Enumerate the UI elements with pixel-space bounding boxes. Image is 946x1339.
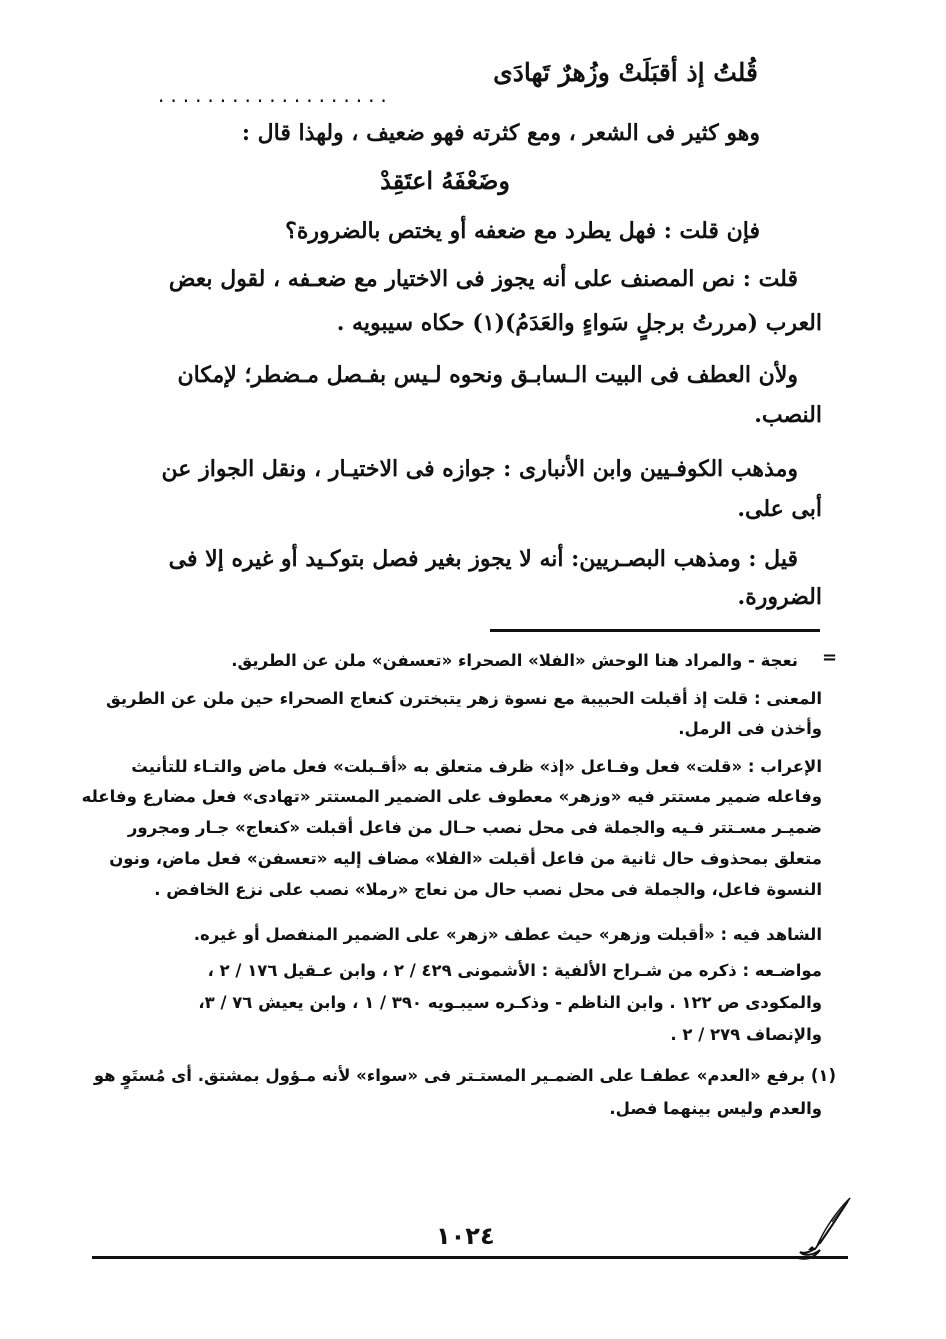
note-grammar-line-5: النسوة فاعل، والجملة فى محل نصب حال من نعاج «رملا» نصب على نزع الخافض .: [154, 880, 822, 899]
note-glossary: نعجة - والمراد هنا الوحش «الفلا» الصحراء «تعسفن» ملن عن الطريق.: [231, 651, 798, 670]
page-number: ١٠٢٤: [436, 1222, 495, 1250]
note-grammar-line-1: الإعراب : «قلت» فعل وفـاعل «إذ» ظرف متعلق به «أقـبلت» فعل ماض والتـاء للتأنيث: [131, 757, 822, 776]
main-paragraph-answer-line-2: العرب (مررتُ برجلٍ سَواءٍ والعَدَمُ)(١) حكاه سيبويه .: [336, 310, 822, 336]
note-sources-line-2: والمكودى ص ١٢٢ . وابن الناظم - وذكـره سيبـويه ٣٩٠ / ١ ، وابن يعيش ٧٦ / ٣،: [198, 993, 822, 1012]
footnote-separator: [490, 629, 820, 632]
main-paragraph-basran-line-2: الضرورة.: [737, 584, 822, 610]
quill-pen-sketch-icon: [790, 1192, 860, 1272]
note-meaning-line-1: المعنى : قلت إذ أقبلت الحبيبة مع نسوة زهر يتبخترن كنعاج الصحراء حين ملن عن الطريق: [105, 689, 822, 708]
footer-rule: [92, 1256, 848, 1259]
main-paragraph-reason-line-1: ولأن العطف فى البيت الـسابـق ونحوه لـيس بفـصل مـضطر؛ لإمكان: [177, 362, 798, 388]
note-grammar-line-3: ضميـر مسـتتر فـيه والجملة فى محل نصب حـال من فاعل أقبلت «كنعاج» جـار ومجرور: [127, 818, 822, 837]
main-paragraph-reason-line-2: النصب.: [754, 402, 822, 428]
note-grammar-line-4: متعلق بمحذوف حال ثانية من فاعل أقبلت «الفلا» مضاف إليه «تعسفن» فعل ماض، ونون: [109, 849, 822, 868]
footnote-1-line-2: والعدم وليس بينهما فصل.: [609, 1099, 822, 1118]
note-continuation-mark: =: [822, 647, 838, 668]
main-poem-quote: وضَعْفَهُ اعتَقِدْ: [380, 166, 510, 195]
main-paragraph-question: فإن قلت : فهل يطرد مع ضعفه أو يختص بالضرورة؟: [285, 218, 760, 244]
note-sources-line-1: مواضـعه : ذكره من شـراح الألفية : الأشمونى ٤٢٩ / ٢ ، وابن عـقيل ١٧٦ / ٢ ،: [207, 961, 822, 980]
verse-hemistich: قُلتُ إذ أقبَلَتْ وزُهرٌ تَهادَى: [493, 58, 758, 87]
main-paragraph-kufan-line-2: أبى على.: [737, 496, 822, 522]
note-evidence: الشاهد فيه : «أقبلت وزهر» حيث عطف «زهر» على الضمير المنفصل أو غيره.: [193, 925, 822, 944]
main-paragraph-kufan-line-1: ومذهب الكوفـيين وابن الأنبارى : جوازه فى الاختيـار ، ونقل الجواز عن: [161, 456, 798, 482]
note-meaning-line-2: وأخذن فى الرمل.: [678, 719, 822, 738]
verse-dots-placeholder: ...................: [158, 83, 393, 107]
main-paragraph-1: وهو كثير فى الشعر ، ومع كثرته فهو ضعيف ، ولهذا قال :: [241, 120, 760, 146]
footnote-1-line-1: (١) برفع «العدم» عطفـا على الضمـير المستـتر فى «سواء» لأنه مـؤول بمشتق. أى مُستَوٍ هو: [93, 1066, 836, 1085]
note-sources-line-3: والإنصاف ٢٧٩ / ٢ .: [670, 1025, 822, 1044]
note-grammar-line-2: وفاعله ضمير مستتر فيه «وزهر» معطوف على الضمير المستتر «تهادى» فعل مضارع وفاعله: [81, 787, 822, 806]
main-paragraph-basran-line-1: قيل : ومذهب البصـريين: أنه لا يجوز بغير فصل بتوكـيد أو غيره إلا فى: [168, 546, 798, 572]
main-paragraph-answer-line-1: قلت : نص المصنف على أنه يجوز فى الاختيار مع ضعـفه ، لقول بعض: [168, 266, 798, 292]
